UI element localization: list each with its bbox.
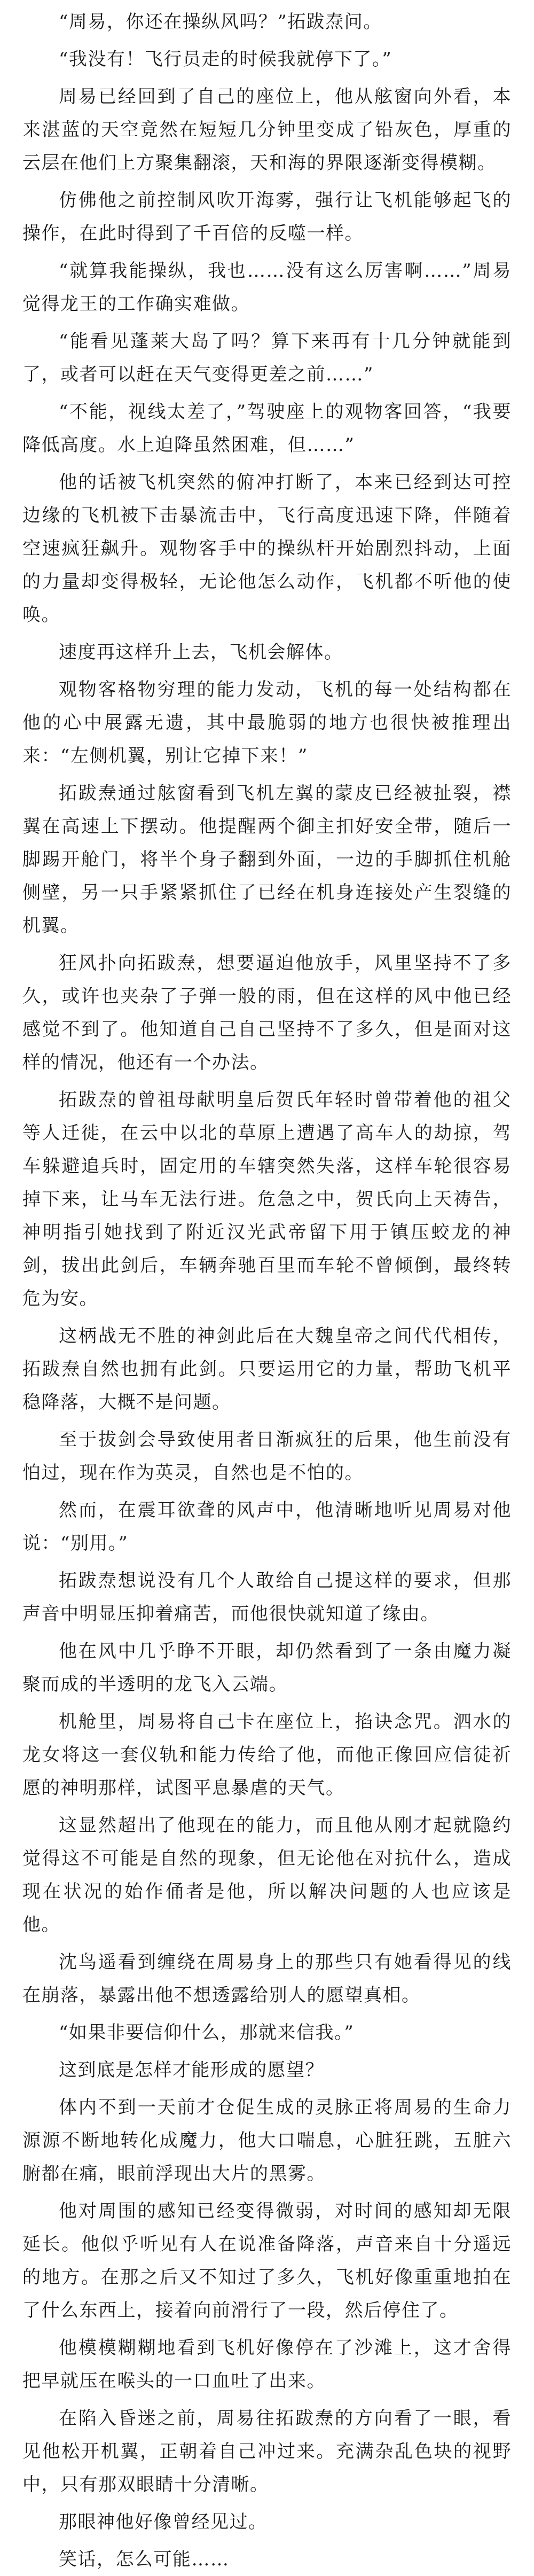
paragraph: 这到底是怎样才能形成的愿望？	[59, 2059, 324, 2081]
paragraph: “我没有！飞行员走的时候我就停下了。”	[59, 49, 392, 70]
paragraph: 他模模糊糊地看到飞机好像停在了沙滩上，这才舍得把早就压在喉头的一口血吐了出来。	[22, 2337, 512, 2392]
paragraph: 那眼神他好像曾经见过。	[59, 2511, 268, 2533]
paragraph: 拓跋焘想说没有几个人敢给自己提这样的要求，但那声音中明显压抑着痛苦，而他很快就知道了缘由。	[22, 1570, 512, 1625]
paragraph: 仿佛他之前控制风吹开海雾，强行让飞机能够起飞的操作，在此时得到了千百倍的反噬一样。	[22, 190, 512, 244]
paragraph: 这显然超出了他现在的能力，而且他从刚才起就隐约觉得这不可能是自然的现象，但无论他在对抗什么，造成现在状况的始作俑者是他，所以解决问题的人也应该是他。	[22, 1815, 512, 1935]
paragraph: 在陷入昏迷之前，周易往拓跋焘的方向看了一眼，看见他松开机翼，正朝着自己冲过来。充满杂乱色块的视野中，只有那双眼睛十分清晰。	[22, 2408, 512, 2495]
paragraph: 周易已经回到了自己的座位上，他从舷窗向外看，本来湛蓝的天空竟然在短短几分钟里变成了铅灰色，厚重的云层在他们上方聚集翻滚，天和海的界限逐渐变得模糊。	[22, 86, 512, 174]
paragraph: “周易，你还在操纵风吗？”拓跋焘问。	[59, 11, 382, 33]
paragraph: 他的话被飞机突然的俯冲打断了，本来已经到达可控边缘的飞机被下击暴流击中，飞行高度迅速下降，伴随着空速疯狂飙升。观物客手中的操纵杆开始剧烈抖动，上面的力量却变得极轻，无论他怎么动作，飞机都不听他的使唤。	[22, 472, 512, 626]
paragraph: “能看见蓬莱大岛了吗？算下来再有十几分钟就能到了，或者可以赶在天气变得更差之前……”	[22, 331, 512, 385]
paragraph: 然而，在震耳欲聋的风声中，他清晰地听见周易对他说：“别用。”	[22, 1500, 512, 1554]
paragraph: 机舱里，周易将自己卡在座位上，掐诀念咒。泗水的龙女将这一套仪轨和能力传给了他，而他正像回应信徒祈愿的神明那样，试图平息暴虐的天气。	[22, 1711, 512, 1799]
paragraph: 笑话，怎么可能……	[59, 2549, 230, 2570]
paragraph: 这柄战无不胜的神剑此后在大魏皇帝之间代代相传，拓跋焘自然也拥有此剑。只要运用它的力量，帮助飞机平稳降落，大概不是问题。	[22, 1325, 512, 1413]
paragraph: 他对周围的感知已经变得微弱，对时间的感知却无限延长。他似乎听见有人在说准备降落，声音来自十分遥远的地方。在那之后又不知过了多久，飞机好像重重地拍在了什么东西上，接着向前滑行了一段，然后停住了。	[22, 2200, 512, 2321]
paragraph: 至于拔剑会导致使用者日渐疯狂的后果，他生前没有怕过，现在作为英灵，自然也是不怕的。	[22, 1429, 512, 1484]
paragraph: 狂风扑向拓跋焘，想要逼迫他放手，风里坚持不了多久，或许也夹杂了子弹一般的雨，但在这样的风中他已经感觉不到了。他知道自己自己坚持不了多久，但是面对这样的情况，他还有一个办法。	[22, 953, 512, 1073]
paragraph: 观物客格物穷理的能力发动，飞机的每一处结构都在他的心中展露无遗，其中最脆弱的地方也很快被推理出来：“左侧机翼，别让它掉下来！”	[22, 679, 512, 767]
paragraph: 拓跋焘通过舷窗看到飞机左翼的蒙皮已经被扯裂，襟翼在高速上下摆动。他提醒两个御主扣好安全带，随后一脚踢开舱门，将半个身子翻到外面，一边的手脚抓住机舱侧壁，另一只手紧紧抓住了已经在机身连接处产生裂缝的机翼。	[22, 783, 512, 936]
paragraph: “如果非要信仰什么，那就来信我。”	[59, 2022, 355, 2043]
paragraph: 速度再这样升上去，飞机会解体。	[59, 642, 343, 663]
paragraph: “就算我能操纵，我也……没有这么厉害啊……”周易觉得龙王的工作确实难做。	[22, 260, 512, 315]
paragraph: 沈鸟遥看到缠绕在周易身上的那些只有她看得见的线在崩落，暴露出他不想透露给别人的愿望真相。	[22, 1951, 512, 2006]
paragraph: “不能，视线太差了，”驾驶座上的观物客回答，“我要降低高度。水上迫降虽然困难，但……”	[22, 401, 512, 456]
paragraph: 拓跋焘的曾祖母献明皇后贺氏年轻时曾带着他的祖父等人迁徙，在云中以北的草原上遭遇了高车人的劫掠，驾车躲避追兵时，固定用的车辖突然失落，这样车轮很容易掉下来，让马车无法行进。危急之中，贺氏向上天祷告，神明指引她找到了附近汉光武帝留下用于镇压蛟龙的神剑，拔出此剑后，车辆奔驰百里而车轮不曾倾倒，最终转危为安。	[22, 1089, 512, 1309]
paragraph: 体内不到一天前才仓促生成的灵脉正将周易的生命力源源不断地转化成魔力，他大口喘息，心脏狂跳，五脏六腑都在痛，眼前浮现出大片的黑雾。	[22, 2097, 512, 2184]
paragraph: 他在风中几乎睁不开眼，却仍然看到了一条由魔力凝聚而成的半透明的龙飞入云端。	[22, 1641, 512, 1695]
